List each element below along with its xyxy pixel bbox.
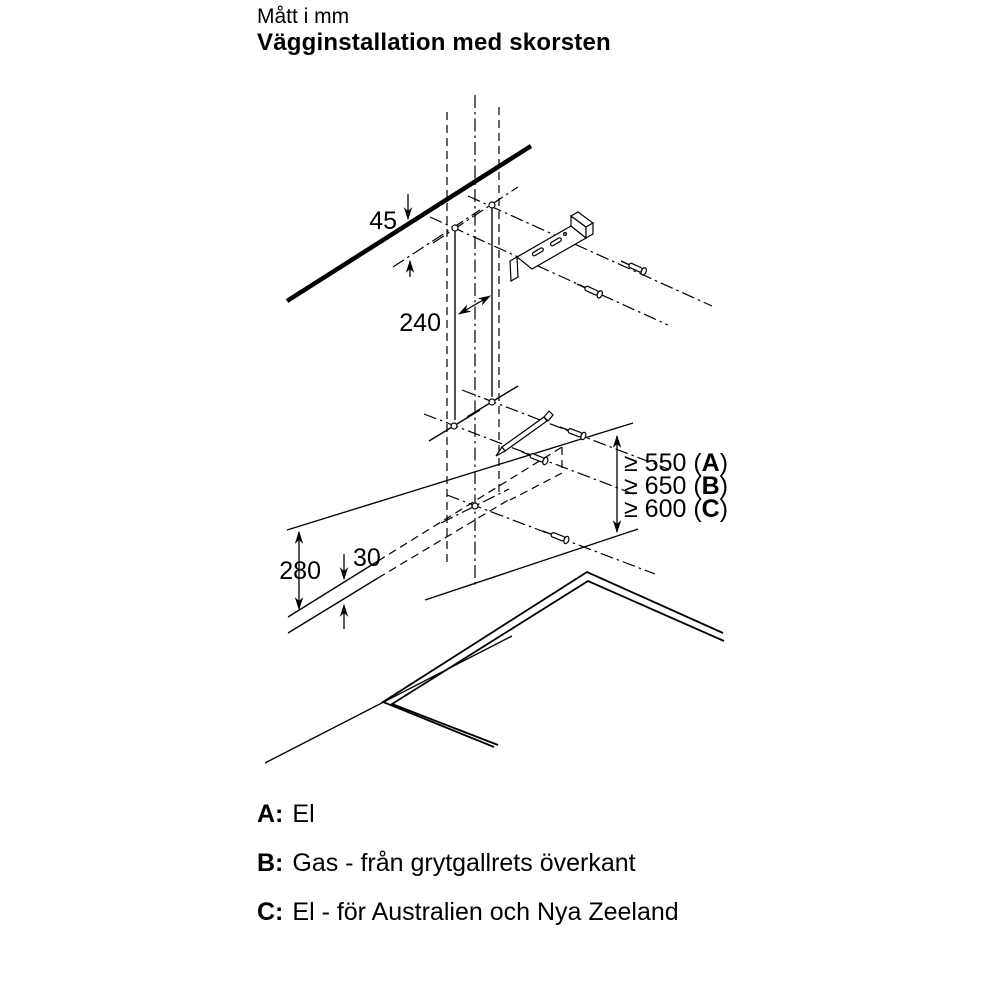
mounting-hole [472,503,478,509]
clearance-labels [624,449,728,523]
hood-edge-upper-hidden [378,447,562,561]
hood-edge-lower-solid [288,578,378,633]
legend-text-c: El - för Australien och Nya Zeeland [292,898,679,926]
clearance-label-c: ≥ 600 (C) [624,495,729,523]
dimension-arrows [299,194,617,629]
hob-outline-inner [392,581,724,745]
dim-280-label: 280 [279,557,321,585]
bracket-hole [564,233,567,236]
clearance-label-b: ≥ 650 (B) [624,472,729,500]
mounting-hole [451,423,457,429]
legend-text-b: Gas - från grytgallrets överkant [292,849,636,877]
ceiling-line [287,146,531,301]
axis-upper-hole-left [393,210,480,267]
mounting-holes [451,202,495,509]
legend-label-a: A: [257,800,284,828]
legend [257,800,679,947]
page-title: Vägginstallation med skorsten [257,29,611,56]
legend-row-a [257,800,679,829]
mounting-hole [452,225,458,231]
dim-45-label: 45 [369,207,397,235]
mounting-hole [489,399,495,405]
legend-label-c: C: [257,898,284,926]
screw-mid-right [559,423,587,440]
bracket-left-flange [510,257,518,281]
bracket-web [517,226,586,269]
hood-hidden-edges [288,447,562,633]
screw-upper-left [575,281,603,299]
dim-240-label: 240 [399,309,441,337]
screw-lower [542,527,570,544]
legend-label-b: B: [257,849,284,877]
hanging-bracket-tip [496,447,505,456]
hood-hanging-bracket [496,411,553,456]
hood-corner-return-hidden [510,473,562,500]
units-note: Mått i mm [257,5,350,28]
legend-text-a: El [292,800,315,828]
clearance-label-a: ≥ 550 (A) [624,449,729,477]
legend-row-b [257,849,679,878]
hood-edge-lower-hidden [378,499,510,578]
dim-30-label: 30 [353,544,381,572]
mounting-hole [489,202,495,208]
screw-axis-upper-left [430,217,668,325]
legend-row-c [257,898,679,927]
hanging-bracket-body [502,417,547,451]
